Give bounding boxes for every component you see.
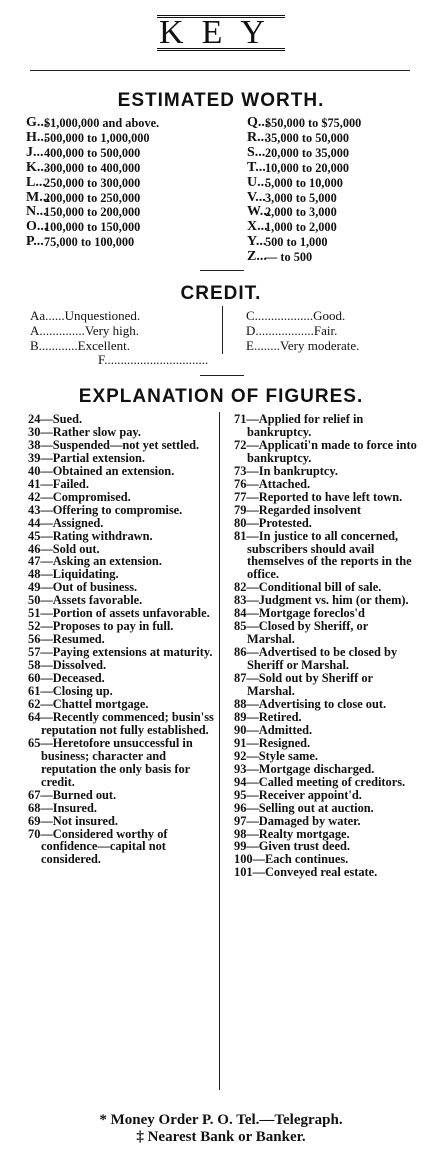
figure-item: 86—Advertised to be closed by Sheriff or Marshal. <box>234 645 398 673</box>
figure-item: 99—Given trust deed. <box>234 839 350 854</box>
figure-item: 84—Mortgage foreclos'd <box>234 606 365 621</box>
figure-item: 71—Applied for relief in bankruptcy. <box>234 412 364 439</box>
figure-item: 52—Proposes to pay in full. <box>28 619 174 634</box>
credit-row: E........Very moderate. <box>246 338 360 353</box>
divider <box>30 70 410 71</box>
worth-row <box>247 191 361 206</box>
worth-row <box>26 205 159 220</box>
worth-code: M... <box>26 189 50 205</box>
worth-left-column <box>26 116 159 250</box>
worth-range: 75,000 to 100,000 <box>44 235 135 250</box>
worth-range: 3,000 to 5,000 <box>265 190 337 205</box>
figure-item: 91—Resigned. <box>234 735 311 750</box>
figure-item: 56—Resumed. <box>28 632 105 647</box>
worth-row <box>247 146 361 161</box>
worth-code: W... <box>247 204 271 220</box>
figure-item: 58—Dissolved. <box>28 658 107 673</box>
worth-row <box>26 146 159 161</box>
figure-item: 62—Chattel mortgage. <box>28 696 149 711</box>
worth-row <box>26 176 159 191</box>
figure-item: 89—Retired. <box>234 709 302 724</box>
worth-code: K... <box>26 159 48 175</box>
worth-range: 400,000 to 500,000 <box>44 145 141 160</box>
worth-code: Z... <box>247 249 267 265</box>
worth-row <box>247 176 361 191</box>
worth-code: X... <box>247 219 268 235</box>
worth-range: 150,000 to 200,000 <box>44 205 141 220</box>
figure-item: 57—Paying extensions at maturity. <box>28 645 213 660</box>
worth-range: 200,000 to 250,000 <box>44 190 141 205</box>
figure-item: 46—Sold out. <box>28 541 100 556</box>
figures-heading: EXPLANATION OF FIGURES. <box>78 386 364 407</box>
worth-range: — to 500 <box>265 250 313 265</box>
worth-range: 10,000 to 20,000 <box>265 160 350 175</box>
figure-item: 92—Style same. <box>234 748 318 763</box>
figure-item: 64—Recently commenced; busin'ss reputation not fully established. <box>28 709 214 737</box>
worth-range: 300,000 to 400,000 <box>44 160 141 175</box>
worth-code: L... <box>26 174 46 190</box>
figure-item: 51—Portion of assets unfavorable. <box>28 606 210 621</box>
worth-range: 2,000 to 3,000 <box>265 205 337 220</box>
worth-range: $1,000,000 and above. <box>44 116 160 130</box>
figure-item: 70—Considered worthy of confidence—capital not considered. <box>28 826 168 867</box>
worth-row <box>26 235 159 250</box>
figures-right-column <box>234 413 418 879</box>
worth-code: V... <box>247 189 266 205</box>
footer-line-1: * Money Order P. O. Tel.—Telegraph. <box>99 1112 343 1128</box>
figure-item: 67—Burned out. <box>28 787 117 802</box>
figure-item: 94—Called meeting of creditors. <box>234 774 406 789</box>
credit-row: B............Excellent. <box>30 338 131 353</box>
figure-item: 90—Admitted. <box>234 722 313 737</box>
credit-row: Aa......Unquestioned. <box>30 308 141 323</box>
worth-code: U... <box>247 174 268 190</box>
worth-heading: ESTIMATED WORTH. <box>117 90 325 111</box>
figure-item: 73—In bankruptcy. <box>234 463 338 478</box>
worth-row <box>247 131 361 146</box>
credit-left-column <box>30 308 140 353</box>
worth-row <box>247 161 361 176</box>
figure-item: 81—In justice to all concerned, subscribers should avail themselves of the reports in the office. <box>234 528 412 582</box>
figure-item: 76—Attached. <box>234 476 311 491</box>
worth-range: 500,000 to 1,000,000 <box>44 130 150 145</box>
figure-item: 48—Liquidating. <box>28 567 119 582</box>
worth-row <box>26 131 159 146</box>
worth-row <box>247 205 361 220</box>
worth-right-column <box>247 116 361 265</box>
figure-item: 30—Rather slow pay. <box>28 424 142 439</box>
worth-range: 100,000 to 150,000 <box>44 220 141 235</box>
worth-row <box>26 191 159 206</box>
figures-left-column <box>28 413 216 866</box>
worth-code: Q... <box>247 115 269 130</box>
figure-item: 61—Closing up. <box>28 684 113 699</box>
worth-range: 5,000 to 10,000 <box>265 175 343 190</box>
figure-item: 85—Closed by Sheriff, or Marshal. <box>234 619 369 647</box>
figure-item: 40—Obtained an extension. <box>28 463 175 478</box>
worth-row <box>26 161 159 176</box>
column-divider <box>222 306 223 354</box>
credit-heading: CREDIT. <box>180 283 262 304</box>
figure-item: 41—Failed. <box>28 476 89 491</box>
worth-row <box>247 220 361 235</box>
figure-item: 69—Not insured. <box>28 813 118 828</box>
worth-code: O... <box>26 219 48 235</box>
figure-item: 93—Mortgage discharged. <box>234 761 375 776</box>
divider <box>200 270 244 271</box>
worth-row <box>247 235 361 250</box>
figure-item: 77—Reported to have left town. <box>234 489 403 504</box>
figure-item: 79—Regarded insolvent <box>234 502 362 517</box>
footer-line-2: ‡ Nearest Bank or Banker. <box>136 1129 306 1145</box>
figure-item: 44—Assigned. <box>28 515 104 530</box>
credit-f-line: F................................ <box>98 352 209 367</box>
figure-item: 100—Each continues. <box>234 852 349 867</box>
figure-item: 49—Out of business. <box>28 580 138 595</box>
figure-item: 83—Judgment vs. him (or them). <box>234 593 409 608</box>
worth-range: 1,000 to 2,000 <box>265 220 337 235</box>
divider <box>200 375 244 376</box>
figure-item: 65—Heretofore unsuccessful in business; character and reputation the only basis for credit. <box>28 735 193 789</box>
figure-item: 39—Partial extension. <box>28 450 146 465</box>
figure-item: 80—Protested. <box>234 515 312 530</box>
credit-row: D..................Fair. <box>246 323 338 338</box>
credit-row: A..............Very high. <box>30 323 140 338</box>
worth-range: 250,000 to 300,000 <box>44 175 141 190</box>
worth-range: 20,000 to 35,000 <box>265 145 350 160</box>
figure-item: 43—Offering to compromise. <box>28 502 183 517</box>
worth-code: J... <box>26 144 44 160</box>
credit-row: C..................Good. <box>246 308 346 323</box>
figure-item: 95—Receiver appoint'd. <box>234 787 362 802</box>
figure-item: 68—Insured. <box>28 800 97 815</box>
worth-row <box>26 220 159 235</box>
worth-code: H... <box>26 129 48 145</box>
worth-row <box>247 250 361 265</box>
worth-code: N... <box>26 204 47 220</box>
figure-item: 60—Deceased. <box>28 671 105 686</box>
figure-item: 24—Sued. <box>28 412 83 426</box>
figure-item: 87—Sold out by Sheriff or Marshal. <box>234 671 373 699</box>
column-divider <box>219 412 220 1090</box>
worth-code: T... <box>247 159 266 175</box>
worth-range: $50,000 to $75,000 <box>265 116 362 130</box>
worth-code: P... <box>26 234 44 250</box>
worth-row <box>247 116 361 131</box>
figure-item: 42—Compromised. <box>28 489 131 504</box>
figure-item: 101—Conveyed real estate. <box>234 865 378 880</box>
worth-code: R... <box>247 129 268 145</box>
worth-code: Y... <box>247 234 267 250</box>
page-title: KEY <box>159 14 283 51</box>
figure-item: 98—Realty mortgage. <box>234 826 350 841</box>
worth-code: G... <box>26 115 48 130</box>
figure-item: 47—Asking an extension. <box>28 554 162 569</box>
worth-range: 35,000 to 50,000 <box>265 130 350 145</box>
figure-item: 97—Damaged by water. <box>234 813 361 828</box>
worth-row <box>26 116 159 131</box>
figure-item: 38—Suspended—not yet settled. <box>28 437 200 452</box>
figure-item: 82—Conditional bill of sale. <box>234 580 382 595</box>
figure-item: 45—Rating withdrawn. <box>28 528 153 543</box>
credit-right-column <box>246 308 359 353</box>
figure-item: 72—Applicati'n made to force into bankruptcy. <box>234 437 417 465</box>
figure-item: 50—Assets favorable. <box>28 593 143 608</box>
figure-item: 96—Selling out at auction. <box>234 800 374 815</box>
figure-item: 88—Advertising to close out. <box>234 696 387 711</box>
worth-code: S... <box>247 144 266 160</box>
worth-range: 500 to 1,000 <box>265 235 328 250</box>
